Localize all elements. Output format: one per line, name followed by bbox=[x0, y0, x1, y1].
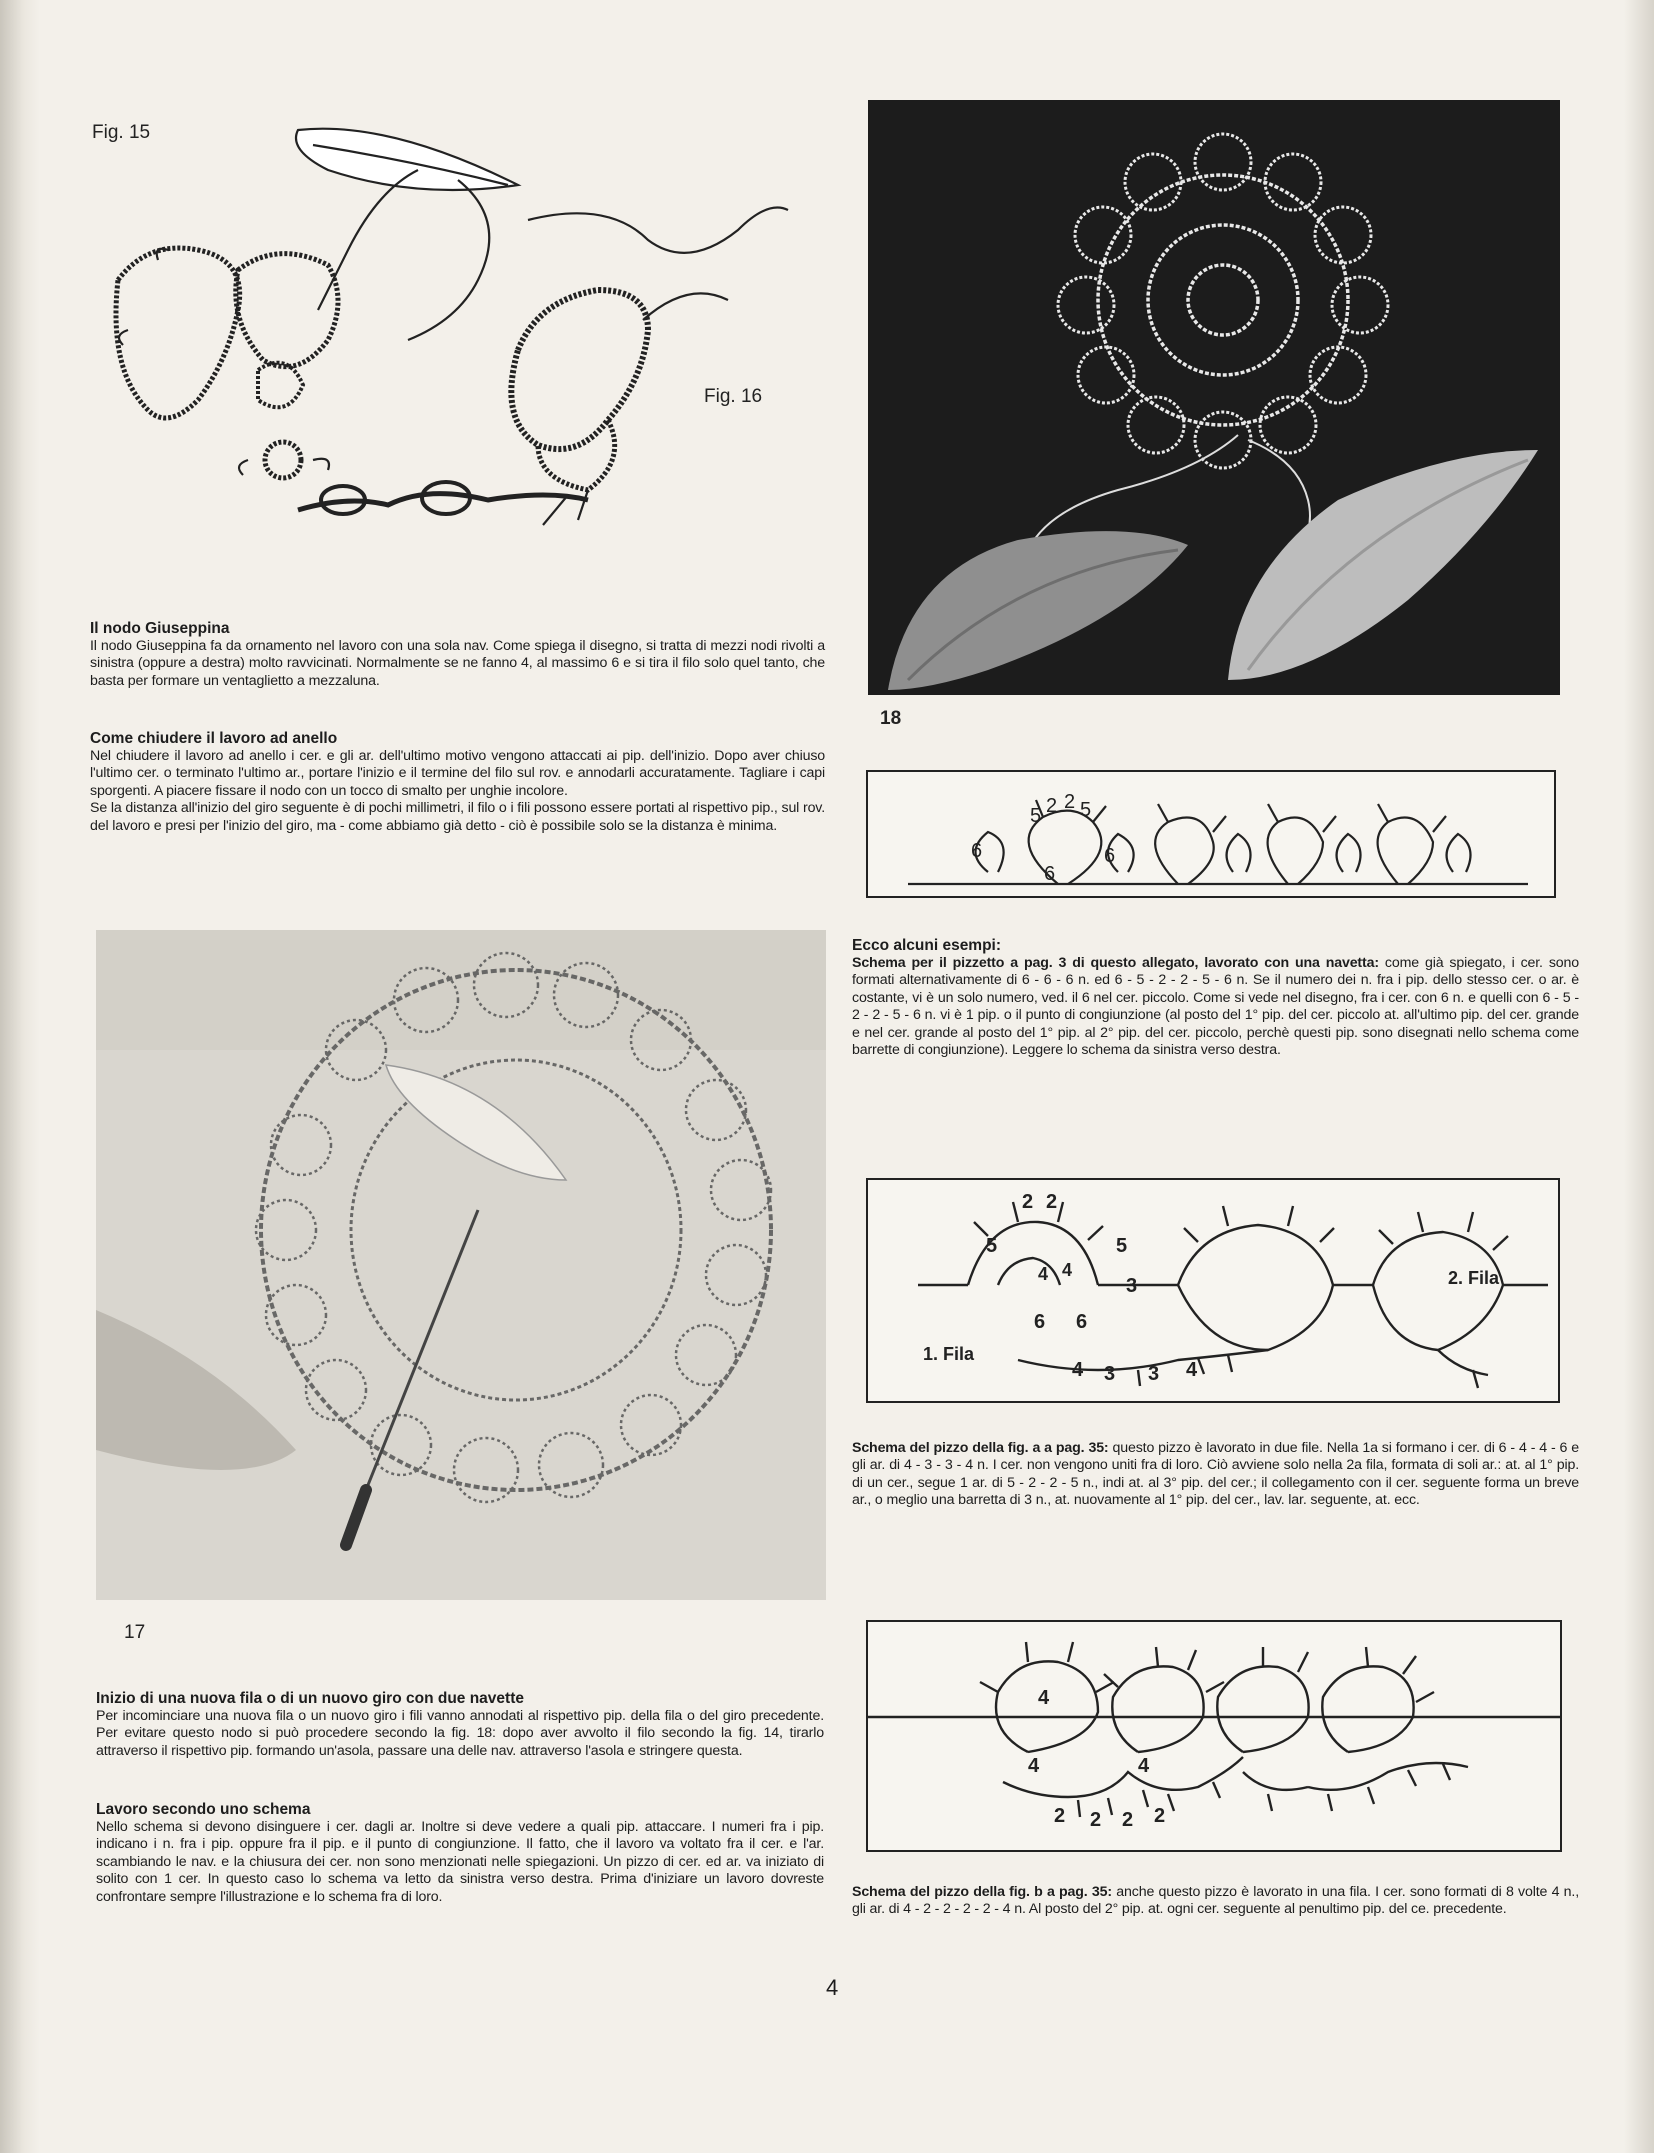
section-paragraph bbox=[852, 1440, 1579, 1510]
schema-pizzetto-diagram bbox=[866, 770, 1556, 898]
diagram-2-label: 4 bbox=[1072, 1359, 1084, 1381]
diagram-3-label: 2 bbox=[1154, 1805, 1166, 1827]
section-nodo-giuseppina bbox=[90, 619, 825, 690]
photo-17-lace-collar bbox=[96, 930, 826, 1600]
diagram-2-label: 5 bbox=[986, 1235, 998, 1257]
diagram-2-label: 2 bbox=[1022, 1191, 1034, 1213]
section-heading: Inizio di una nuova fila o di un nuovo giro con due navette bbox=[96, 1690, 524, 1707]
photo-18-doily-shuttles bbox=[868, 100, 1560, 695]
page-edge-shadow bbox=[1624, 0, 1654, 2153]
section-paragraph: Il nodo Giuseppina fa da ornamento nel lavoro con una sola nav. Come spiega il disegno, si tratta di mezzi nodi rivolti a sinistra (oppure a destra) molto ravvicinati. Normalmente se ne fanno 4, al massimo 6 e si tira il filo solo quel tanto, che basta per formare un ventaglietto a mezzaluna. bbox=[90, 638, 825, 689]
diagram-3-label: 4 bbox=[1028, 1755, 1040, 1777]
diagram-3-label: 4 bbox=[1038, 1687, 1050, 1709]
diagram-3-label: 2 bbox=[1122, 1809, 1134, 1831]
section-schema-b bbox=[852, 1884, 1579, 1919]
lace-collar-photo bbox=[96, 930, 826, 1600]
fig-17-label: 17 bbox=[124, 1622, 146, 1643]
section-chiudere-anello bbox=[90, 729, 825, 835]
section-lead: Schema del pizzo della fig. a a pag. 35: bbox=[852, 1440, 1109, 1456]
diagram-3-label: 2 bbox=[1054, 1805, 1066, 1827]
diagram-1-label: 5 bbox=[1080, 799, 1092, 821]
section-paragraph: Nel chiudere il lavoro ad anello i cer. e gli ar. dell'ultimo motivo vengono attaccati ai pip. dell'inizio. Dopo aver chiuso l'ultimo cer. o terminato l'ultimo ar., portare l'inizio e il termine del filo sul rov. e annodarli accuratamente. Tagliare i capi sporgenti. A piacere fissare il nodo con un tocco di smalto per unghie incolore. bbox=[90, 748, 825, 799]
diagram-1-label: 2 bbox=[1064, 791, 1076, 813]
illustration-fig-15-16 bbox=[88, 100, 828, 600]
diagram-2-fila-1: 1. Fila bbox=[923, 1344, 975, 1364]
page-number: 4 bbox=[826, 1975, 839, 2000]
diagram-1-label: 5 bbox=[1030, 805, 1042, 827]
diagram-2-label: 3 bbox=[1104, 1363, 1116, 1385]
schema-pizzo-a-diagram bbox=[866, 1178, 1560, 1403]
section-lavoro-schema bbox=[96, 1800, 824, 1906]
section-lead: Schema del pizzo della fig. b a pag. 35: bbox=[852, 1884, 1112, 1900]
diagram-2-fila-2: 2. Fila bbox=[1448, 1268, 1500, 1288]
section-body: anche questo pizzo è lavorato in una fila. I cer. sono formati di 8 volte 4 n., gli ar. di 4 - 2 - 2 - 2 - 2 - 4 n. Al posto del 2° pip. at. ogni cer. seguente al penultimo pip. del ce. precedente. bbox=[852, 1884, 1579, 1918]
fig-16-label: Fig. 16 bbox=[704, 386, 763, 407]
section-schema-a bbox=[852, 1440, 1579, 1510]
fig-18-label: 18 bbox=[880, 708, 902, 729]
diagram-2-label: 3 bbox=[1126, 1275, 1138, 1297]
section-heading: Il nodo Giuseppina bbox=[90, 620, 230, 637]
section-body: questo pizzo è lavorato in due file. Nella 1a si formano i cer. di 6 - 4 - 4 - 6 e gli ar. di 4 - 3 - 3 - 4 n. I cer. non vengono uniti fra di loro. Ciò avviene solo nella 2a fila, formata di soli ar.: at. al 1° pip. di un cer., segue 1 ar. di 5 - 2 - 2 - 5 n., indi at. al 3° pip. del cer.; il collegamento con il cer. seguente forma un breve ar., o meglio una barretta di 3 n., at. nuovamente al 1° pip. del cer., lav. lar. seguente, at. ecc. bbox=[852, 1440, 1579, 1509]
section-paragraph: Per incominciare una nuova fila o un nuovo giro i fili vanno annodati al rispettivo pip. della fila o del giro precedente. Per evitare questo nodo si può procedere secondo la fig. 18: dopo aver avvolto il filo secondo la fig. 14, tirarlo attraverso il rispettivo pip. formando un'asola, passare una delle nav. attraverso l'asola e stringere questa. bbox=[96, 1708, 824, 1759]
diagram-2-label: 3 bbox=[1148, 1363, 1160, 1385]
section-paragraph bbox=[852, 1884, 1579, 1919]
diagram-2-label: 6 bbox=[1034, 1311, 1046, 1333]
diagram-3-label: 2 bbox=[1090, 1809, 1102, 1831]
section-ecco-esempi bbox=[852, 936, 1579, 1059]
doily-with-shuttles-photo bbox=[868, 100, 1560, 695]
section-inizio-nuova-fila bbox=[96, 1689, 824, 1760]
diagram-2-label: 2 bbox=[1046, 1191, 1058, 1213]
section-lead: Schema per il pizzetto a pag. 3 di questo allegato, lavorato con una navetta: bbox=[852, 955, 1379, 971]
diagram-2-label: 4 bbox=[1062, 1260, 1073, 1280]
diagram-1-label: 6 bbox=[1044, 863, 1056, 885]
diagram-1-label: 6 bbox=[1104, 845, 1116, 867]
section-heading: Lavoro secondo uno schema bbox=[96, 1801, 311, 1818]
section-heading: Ecco alcuni esempi: bbox=[852, 937, 1002, 954]
diagram-2-label: 5 bbox=[1116, 1235, 1128, 1257]
diagram-1-label: 6 bbox=[971, 840, 983, 862]
fig-15-label: Fig. 15 bbox=[92, 122, 151, 143]
diagram-1-label: 2 bbox=[1046, 795, 1058, 817]
diagram-2-drawing bbox=[868, 1180, 1558, 1401]
section-heading: Come chiudere il lavoro ad anello bbox=[90, 730, 338, 747]
diagram-3-drawing bbox=[868, 1622, 1560, 1850]
section-paragraph: Nello schema si devono disinguere i cer. dagli ar. Inoltre si deve vedere a quali pip. attaccare. I numeri fra i pip. indicano i n. fra i pip. oppure fra il pip. e il punto di congiunzione. Il fatto, che il lavoro va voltato fra il cer. e l'ar. scambiando le nav. e la chiusura dei cer. non sono menzionati nelle spiegazioni. Un pizzo di cer. ed ar. va iniziato di solito con 1 cer. In questo caso lo schema va letto da sinistra verso destra. Prima d'iniziare un lavoro dovreste confrontare sempre l'illustrazione e lo schema fra di loro. bbox=[96, 1819, 824, 1905]
diagram-3-label: 4 bbox=[1138, 1755, 1150, 1777]
diagram-2-label: 6 bbox=[1076, 1311, 1088, 1333]
section-paragraph: Se la distanza all'inizio del giro seguente è di pochi millimetri, il filo o i fili possono essere portati al rispettivo pip., sul rov. del lavoro e presi per l'inizio del giro, ma - come abbiamo già detto - ciò è possibile solo se la distanza è minima. bbox=[90, 800, 825, 834]
schema-pizzo-b-diagram bbox=[866, 1620, 1562, 1852]
section-paragraph bbox=[852, 955, 1579, 1059]
diagram-2-label: 4 bbox=[1038, 1264, 1049, 1284]
tatting-rings-drawing bbox=[88, 100, 828, 600]
diagram-2-label: 4 bbox=[1186, 1359, 1198, 1381]
diagram-1-drawing bbox=[868, 772, 1554, 896]
page-binding-shadow bbox=[0, 0, 40, 2153]
section-body: come già spiegato, i cer. sono formati alternativamente di 6 - 6 - 6 n. ed 6 - 5 - 2 - 2 - 5 - 6 n. Se il numero dei n. fra i pip. dello stesso cer. o ar. è costante, vi è un solo numero, ved. il 6 nel cer. piccolo. Come si vede nel disegno, fra i cer. con 6 n. e quelli con 6 - 5 - 2 - 2 - 5 - 6 n. vi è 1 pip. o il punto di congiunzione (al posto del 1° pip. del cer. piccolo at. all'ultimo pip. del cer. grande e nel cer. grande al posto del 1° pip. al 2° pip. del cer. piccolo, perchè questi pip. sono disegnati nello schema come barrette di congiunzione). Leggere lo schema da sinistra verso destra. bbox=[852, 955, 1579, 1059]
